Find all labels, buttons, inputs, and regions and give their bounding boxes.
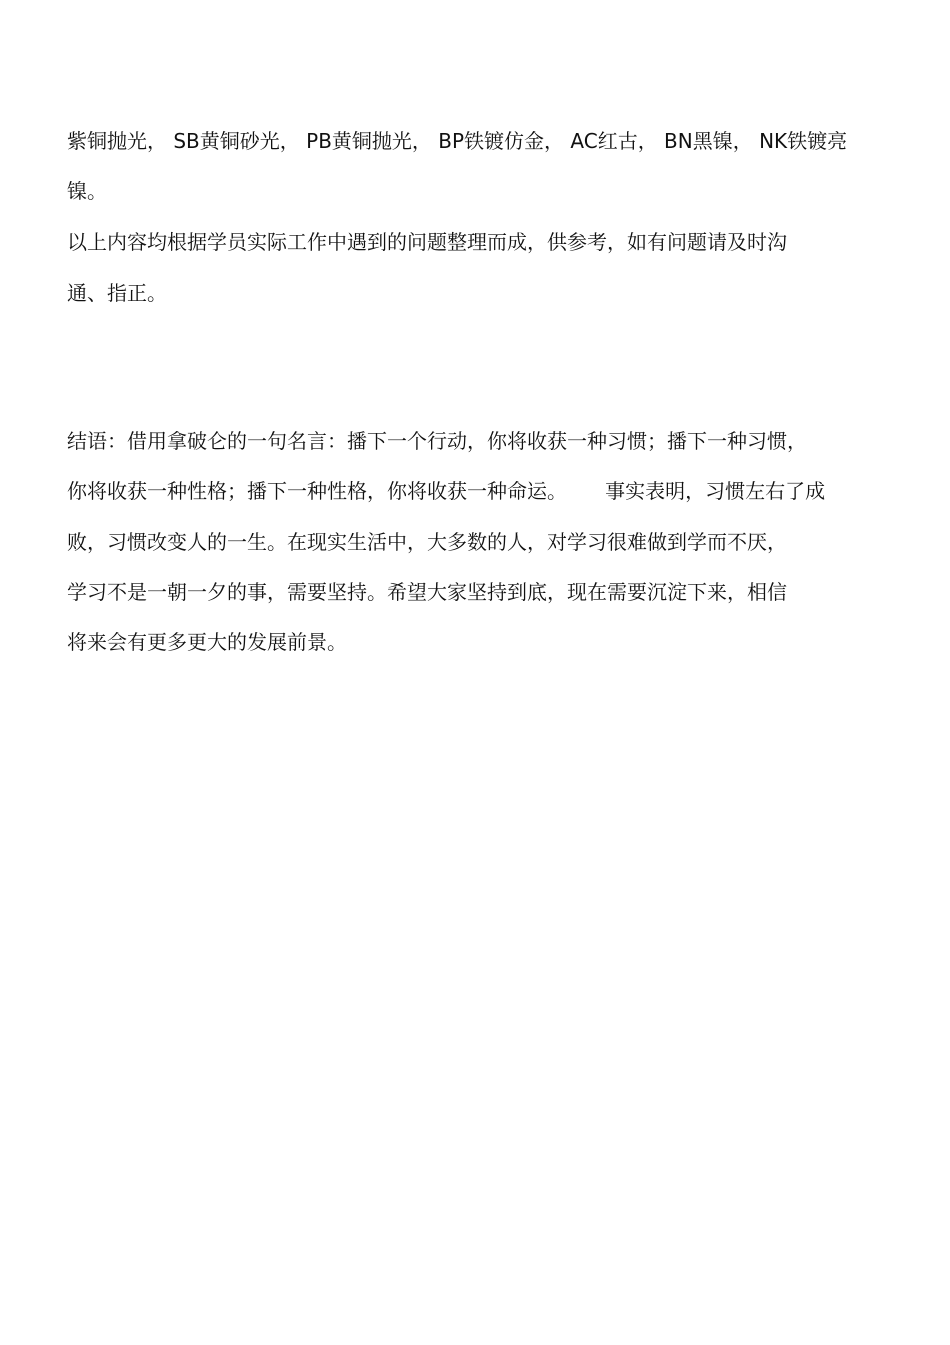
conclusion-line-4: 学习不是一朝一夕的事，需要坚持。希望大家坚持到底，现在需要沉淀下来，相信 — [67, 580, 787, 604]
conclusion-line-5: 将来会有更多更大的发展前景。 — [67, 630, 347, 654]
conclusion-line-3: 败，习惯改变人的一生。在现实生活中，大多数的人，对学习很难做到学而不厌， — [67, 530, 787, 554]
note-line-1: 以上内容均根据学员实际工作中遇到的问题整理而成，供参考，如有问题请及时沟 — [67, 230, 787, 254]
finish-codes-line-2: 镍。 — [67, 179, 107, 203]
conclusion-line-1: 结语：借用拿破仑的一句名言：播下一个行动，你将收获一种习惯；播下一种习惯， — [67, 429, 807, 453]
note-line-2: 通、指正。 — [67, 281, 167, 305]
finish-codes-line-1: 紫铜抛光， SB黄铜砂光， PB黄铜抛光， BP铁镀仿金， AC红古， BN黑镍， NK铁镀亮 — [67, 129, 848, 153]
conclusion-line-2: 你将收获一种性格；播下一种性格，你将收获一种命运。 事实表明，习惯左右了成 — [67, 479, 826, 503]
